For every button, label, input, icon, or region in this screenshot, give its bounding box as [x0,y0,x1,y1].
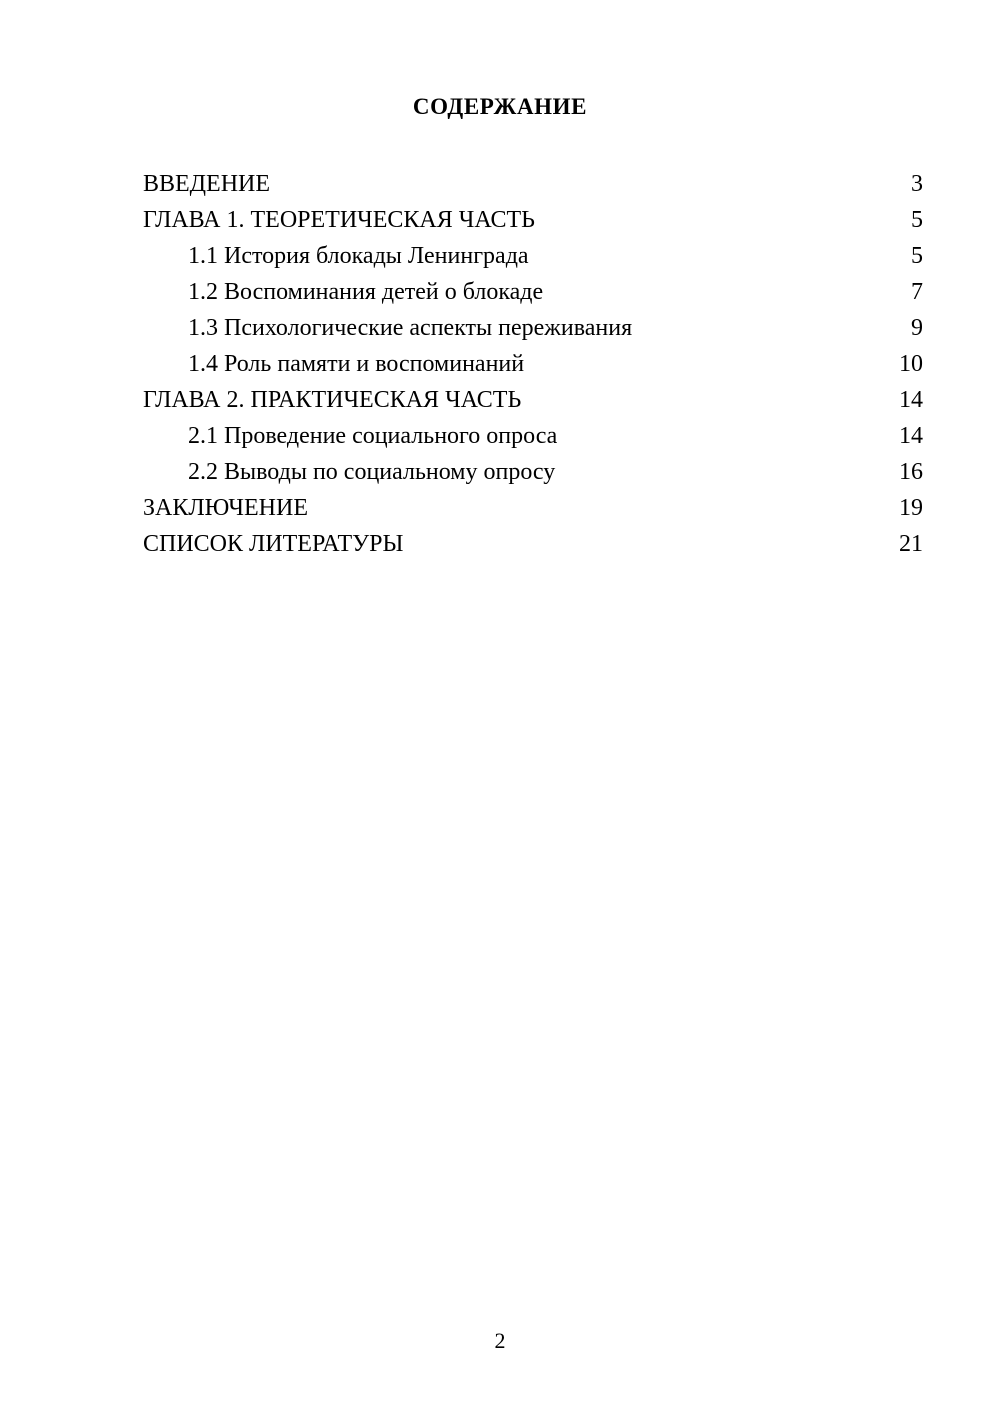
toc-entry-label: 2.2 Выводы по социальному опросу [188,459,556,485]
toc-entry-page: 19 [899,495,923,521]
table-of-contents [143,166,923,562]
toc-entry[interactable] [143,238,923,274]
toc-entry[interactable] [143,382,923,418]
toc-entry-page: 5 [911,243,923,269]
toc-entry-page: 14 [899,387,923,413]
toc-entry-page: 21 [899,531,923,557]
toc-entry[interactable] [143,310,923,346]
page-title: СОДЕРЖАНИЕ [412,94,588,119]
toc-entry-label: 1.1 История блокады Ленинграда [188,243,529,269]
toc-entry[interactable] [143,166,923,202]
toc-entry[interactable] [143,202,923,238]
toc-entry-label: ГЛАВА 1. ТЕОРЕТИЧЕСКАЯ ЧАСТЬ [143,207,535,233]
toc-entry-page: 7 [911,279,923,305]
toc-entry-page: 14 [899,423,923,449]
toc-entry-label: 1.2 Воспоминания детей о блокаде [188,279,544,305]
toc-entry-label: ЗАКЛЮЧЕНИЕ [143,495,308,521]
toc-entry-page: 3 [911,171,923,197]
toc-entry[interactable] [143,454,923,490]
toc-entry-page: 5 [911,207,923,233]
toc-entry-page: 9 [911,315,923,341]
toc-entry-label: 1.3 Психологические аспекты переживания [188,315,633,341]
toc-entry[interactable] [143,526,923,562]
toc-entry-label: ГЛАВА 2. ПРАКТИЧЕСКАЯ ЧАСТЬ [143,387,522,413]
toc-entry[interactable] [143,418,923,454]
toc-entry-label: ВВЕДЕНИЕ [143,171,271,197]
footer-page-number: 2 [494,1328,506,1353]
toc-entry-page: 16 [899,459,923,485]
toc-entry-label: СПИСОК ЛИТЕРАТУРЫ [143,531,404,557]
toc-entry-label: 2.1 Проведение социального опроса [188,423,558,449]
toc-entry[interactable] [143,274,923,310]
toc-entry[interactable] [143,490,923,526]
toc-entry-label: 1.4 Роль памяти и воспоминаний [188,351,525,377]
toc-entry-page: 10 [899,351,923,377]
toc-entry[interactable] [143,346,923,382]
